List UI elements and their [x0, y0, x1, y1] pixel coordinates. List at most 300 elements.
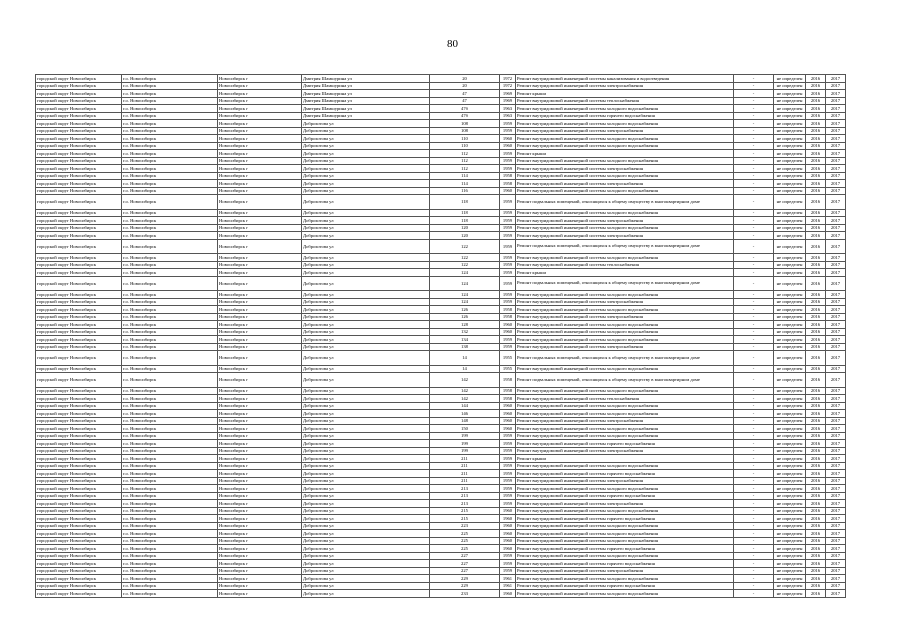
cell-municipality: г.о. Новосибирск [122, 567, 218, 575]
cell-placeholder-dash: - [734, 462, 774, 470]
cell-district: городской округ Новосибирск [36, 90, 122, 98]
cell-municipality: г.о. Новосибирск [122, 417, 218, 425]
cell-house-number: 233 [430, 590, 500, 598]
cell-street: Доброхотова ул [302, 187, 430, 195]
cell-end-year: 2017 [826, 224, 846, 232]
cell-district: городской округ Новосибирск [36, 82, 122, 90]
cell-year-built: 1959 [500, 485, 516, 493]
cell-work-type: Ремонт внутридомовой инженерной системы холодного водоснабжения [516, 387, 734, 395]
table-row [36, 306, 846, 314]
cell-end-year: 2017 [826, 254, 846, 262]
table-row [36, 582, 846, 590]
cell-cost: не определен [774, 343, 806, 351]
cell-municipality: г.о. Новосибирск [122, 560, 218, 568]
cell-house-number: 211 [430, 470, 500, 478]
cell-year-built: 1960 [500, 530, 516, 538]
cell-city: Новосибирск г [218, 477, 302, 485]
cell-work-type: Ремонт внутридомовой инженерной системы холодного водоснабжения [516, 365, 734, 373]
cell-year-built: 1958 [500, 395, 516, 403]
cell-house-number: 215 [430, 507, 500, 515]
cell-end-year: 2017 [826, 269, 846, 277]
cell-start-year: 2016 [806, 425, 826, 433]
cell-street: Доброхотова ул [302, 298, 430, 306]
cell-municipality: г.о. Новосибирск [122, 127, 218, 135]
cell-city: Новосибирск г [218, 254, 302, 262]
cell-year-built: 1969 [500, 90, 516, 98]
cell-placeholder-dash: - [734, 209, 774, 217]
cell-start-year: 2016 [806, 485, 826, 493]
cell-street: Доброхотова ул [302, 470, 430, 478]
cell-street: Доброхотова ул [302, 328, 430, 336]
cell-placeholder-dash: - [734, 455, 774, 463]
cell-year-built: 1958 [500, 306, 516, 314]
cell-placeholder-dash: - [734, 224, 774, 232]
cell-placeholder-dash: - [734, 500, 774, 508]
cell-cost: не определен [774, 157, 806, 165]
cell-district: городской округ Новосибирск [36, 582, 122, 590]
cell-street: Дмитрия Шамшурина ул [302, 97, 430, 105]
cell-city: Новосибирск г [218, 336, 302, 344]
cell-district: городской округ Новосибирск [36, 150, 122, 158]
cell-street: Доброхотова ул [302, 291, 430, 299]
cell-year-built: 1961 [500, 582, 516, 590]
cell-work-type: Ремонт внутридомовой инженерной системы горячего водоснабжения [516, 492, 734, 500]
cell-city: Новосибирск г [218, 537, 302, 545]
cell-cost: не определен [774, 306, 806, 314]
cell-street: Доброхотова ул [302, 455, 430, 463]
cell-cost: не определен [774, 195, 806, 210]
cell-house-number: 211 [430, 462, 500, 470]
cell-house-number: 124 [430, 269, 500, 277]
cell-end-year: 2017 [826, 365, 846, 373]
cell-end-year: 2017 [826, 343, 846, 351]
cell-city: Новосибирск г [218, 507, 302, 515]
cell-city: Новосибирск г [218, 195, 302, 210]
cell-house-number: 134 [430, 336, 500, 344]
cell-city: Новосибирск г [218, 142, 302, 150]
cell-start-year: 2016 [806, 254, 826, 262]
cell-work-type: Ремонт внутридомовой инженерной системы горячего водоснабжения [516, 515, 734, 523]
cell-house-number: 118 [430, 209, 500, 217]
cell-year-built: 1972 [500, 75, 516, 83]
cell-house-number: 144 [430, 402, 500, 410]
cell-municipality: г.о. Новосибирск [122, 306, 218, 314]
cell-end-year: 2017 [826, 507, 846, 515]
cell-district: городской округ Новосибирск [36, 470, 122, 478]
cell-city: Новосибирск г [218, 432, 302, 440]
cell-placeholder-dash: - [734, 530, 774, 538]
cell-municipality: г.о. Новосибирск [122, 97, 218, 105]
cell-work-type: Ремонт внутридомовой инженерной системы холодного водоснабжения [516, 425, 734, 433]
cell-street: Доброхотова ул [302, 239, 430, 254]
cell-cost: не определен [774, 492, 806, 500]
cell-year-built: 1959 [500, 455, 516, 463]
cell-district: городской округ Новосибирск [36, 135, 122, 143]
cell-city: Новосибирск г [218, 387, 302, 395]
capital-repair-register-table [35, 74, 846, 598]
cell-placeholder-dash: - [734, 447, 774, 455]
cell-placeholder-dash: - [734, 239, 774, 254]
cell-year-built: 1959 [500, 462, 516, 470]
cell-end-year: 2017 [826, 485, 846, 493]
cell-start-year: 2016 [806, 387, 826, 395]
cell-start-year: 2016 [806, 261, 826, 269]
cell-placeholder-dash: - [734, 142, 774, 150]
cell-municipality: г.о. Новосибирск [122, 387, 218, 395]
cell-end-year: 2017 [826, 336, 846, 344]
cell-end-year: 2017 [826, 545, 846, 553]
cell-end-year: 2017 [826, 575, 846, 583]
cell-year-built: 1959 [500, 232, 516, 240]
cell-cost: не определен [774, 291, 806, 299]
cell-cost: не определен [774, 500, 806, 508]
cell-city: Новосибирск г [218, 343, 302, 351]
table-row [36, 97, 846, 105]
cell-district: городской округ Новосибирск [36, 395, 122, 403]
table-row [36, 150, 846, 158]
cell-cost: не определен [774, 328, 806, 336]
cell-house-number: 142 [430, 373, 500, 388]
table-row [36, 269, 846, 277]
cell-district: городской округ Новосибирск [36, 343, 122, 351]
cell-municipality: г.о. Новосибирск [122, 440, 218, 448]
cell-district: городской округ Новосибирск [36, 157, 122, 165]
cell-house-number: 114 [430, 172, 500, 180]
table-row [36, 232, 846, 240]
cell-municipality: г.о. Новосибирск [122, 172, 218, 180]
cell-cost: не определен [774, 321, 806, 329]
cell-house-number: 47б [430, 105, 500, 113]
cell-cost: не определен [774, 239, 806, 254]
cell-placeholder-dash: - [734, 195, 774, 210]
cell-placeholder-dash: - [734, 432, 774, 440]
cell-placeholder-dash: - [734, 575, 774, 583]
cell-year-built: 1959 [500, 165, 516, 173]
cell-house-number: 120 [430, 224, 500, 232]
cell-district: городской округ Новосибирск [36, 410, 122, 418]
cell-placeholder-dash: - [734, 507, 774, 515]
table-row [36, 425, 846, 433]
cell-house-number: 124 [430, 291, 500, 299]
cell-work-type: Ремонт крыши [516, 455, 734, 463]
table-row [36, 387, 846, 395]
cell-city: Новосибирск г [218, 462, 302, 470]
cell-placeholder-dash: - [734, 373, 774, 388]
cell-start-year: 2016 [806, 291, 826, 299]
cell-year-built: 1959 [500, 552, 516, 560]
cell-city: Новосибирск г [218, 313, 302, 321]
cell-cost: не определен [774, 254, 806, 262]
cell-end-year: 2017 [826, 387, 846, 395]
cell-start-year: 2016 [806, 232, 826, 240]
cell-district: городской округ Новосибирск [36, 209, 122, 217]
cell-house-number: 122 [430, 261, 500, 269]
cell-municipality: г.о. Новосибирск [122, 187, 218, 195]
cell-placeholder-dash: - [734, 336, 774, 344]
cell-cost: не определен [774, 135, 806, 143]
cell-year-built: 1959 [500, 492, 516, 500]
cell-start-year: 2016 [806, 455, 826, 463]
cell-district: городской округ Новосибирск [36, 276, 122, 291]
cell-placeholder-dash: - [734, 82, 774, 90]
cell-start-year: 2016 [806, 217, 826, 225]
cell-placeholder-dash: - [734, 321, 774, 329]
cell-district: городской округ Новосибирск [36, 402, 122, 410]
cell-district: городской округ Новосибирск [36, 500, 122, 508]
cell-street: Доброхотова ул [302, 575, 430, 583]
table-row [36, 343, 846, 351]
cell-cost: не определен [774, 402, 806, 410]
cell-house-number: 47 [430, 97, 500, 105]
cell-end-year: 2017 [826, 447, 846, 455]
cell-house-number: 118 [430, 195, 500, 210]
cell-house-number: 122 [430, 239, 500, 254]
cell-year-built: 1959 [500, 209, 516, 217]
cell-work-type: Ремонт внутридомовой инженерной системы холодного водоснабжения [516, 157, 734, 165]
cell-placeholder-dash: - [734, 395, 774, 403]
cell-cost: не определен [774, 112, 806, 120]
table-row [36, 590, 846, 598]
cell-end-year: 2017 [826, 440, 846, 448]
cell-start-year: 2016 [806, 120, 826, 128]
cell-city: Новосибирск г [218, 351, 302, 366]
cell-start-year: 2016 [806, 298, 826, 306]
cell-cost: не определен [774, 552, 806, 560]
cell-start-year: 2016 [806, 373, 826, 388]
cell-house-number: 124 [430, 298, 500, 306]
cell-street: Доброхотова ул [302, 492, 430, 500]
cell-house-number: 14 [430, 365, 500, 373]
page-number: 80 [447, 38, 458, 50]
cell-start-year: 2016 [806, 157, 826, 165]
cell-placeholder-dash: - [734, 417, 774, 425]
cell-cost: не определен [774, 313, 806, 321]
cell-city: Новосибирск г [218, 440, 302, 448]
cell-district: городской округ Новосибирск [36, 485, 122, 493]
cell-work-type: Ремонт внутридомовой инженерной системы холодного водоснабжения [516, 590, 734, 598]
table-row [36, 112, 846, 120]
cell-house-number: 110 [430, 142, 500, 150]
cell-start-year: 2016 [806, 582, 826, 590]
cell-street: Доброхотова ул [302, 500, 430, 508]
cell-end-year: 2017 [826, 127, 846, 135]
cell-cost: не определен [774, 485, 806, 493]
table-row [36, 142, 846, 150]
cell-placeholder-dash: - [734, 306, 774, 314]
cell-year-built: 1960 [500, 590, 516, 598]
cell-house-number: 126 [430, 313, 500, 321]
cell-house-number: 142 [430, 395, 500, 403]
cell-year-built: 1959 [500, 217, 516, 225]
table-row [36, 560, 846, 568]
cell-street: Доброхотова ул [302, 515, 430, 523]
cell-house-number: 223 [430, 522, 500, 530]
cell-city: Новосибирск г [218, 112, 302, 120]
cell-cost: не определен [774, 447, 806, 455]
cell-house-number: 14 [430, 351, 500, 366]
cell-work-type: Ремонт внутридомовой инженерной системы холодного водоснабжения [516, 187, 734, 195]
cell-city: Новосибирск г [218, 522, 302, 530]
cell-district: городской округ Новосибирск [36, 112, 122, 120]
cell-district: городской округ Новосибирск [36, 142, 122, 150]
cell-work-type: Ремонт внутридомовой инженерной системы электроснабжения [516, 298, 734, 306]
cell-year-built: 1958 [500, 172, 516, 180]
cell-house-number: 20 [430, 75, 500, 83]
cell-house-number: 47б [430, 112, 500, 120]
table-row [36, 313, 846, 321]
cell-street: Доброхотова ул [302, 485, 430, 493]
cell-municipality: г.о. Новосибирск [122, 165, 218, 173]
cell-work-type: Ремонт внутридомовой инженерной системы электроснабжения [516, 500, 734, 508]
cell-street: Дмитрия Шамшурина ул [302, 112, 430, 120]
cell-district: городской округ Новосибирск [36, 560, 122, 568]
cell-street: Доброхотова ул [302, 306, 430, 314]
table-row [36, 172, 846, 180]
cell-street: Доброхотова ул [302, 165, 430, 173]
cell-municipality: г.о. Новосибирск [122, 455, 218, 463]
table-row [36, 492, 846, 500]
cell-city: Новосибирск г [218, 127, 302, 135]
cell-district: городской округ Новосибирск [36, 321, 122, 329]
cell-cost: не определен [774, 387, 806, 395]
cell-start-year: 2016 [806, 150, 826, 158]
cell-cost: не определен [774, 590, 806, 598]
cell-municipality: г.о. Новосибирск [122, 82, 218, 90]
cell-district: городской округ Новосибирск [36, 552, 122, 560]
cell-municipality: г.о. Новосибирск [122, 291, 218, 299]
cell-work-type: Ремонт внутридомовой инженерной системы холодного водоснабжения [516, 135, 734, 143]
cell-street: Доброхотова ул [302, 321, 430, 329]
cell-municipality: г.о. Новосибирск [122, 351, 218, 366]
cell-district: городской округ Новосибирск [36, 313, 122, 321]
cell-district: городской округ Новосибирск [36, 477, 122, 485]
table-row [36, 165, 846, 173]
cell-start-year: 2016 [806, 417, 826, 425]
cell-street: Доброхотова ул [302, 157, 430, 165]
cell-municipality: г.о. Новосибирск [122, 402, 218, 410]
cell-municipality: г.о. Новосибирск [122, 261, 218, 269]
cell-cost: не определен [774, 560, 806, 568]
cell-city: Новосибирск г [218, 276, 302, 291]
cell-end-year: 2017 [826, 276, 846, 291]
cell-placeholder-dash: - [734, 172, 774, 180]
cell-work-type: Ремонт внутридомовой инженерной системы электроснабжения [516, 477, 734, 485]
cell-year-built: 1960 [500, 537, 516, 545]
cell-end-year: 2017 [826, 75, 846, 83]
cell-end-year: 2017 [826, 560, 846, 568]
table-row [36, 195, 846, 210]
cell-end-year: 2017 [826, 239, 846, 254]
cell-year-built: 1959 [500, 195, 516, 210]
cell-end-year: 2017 [826, 515, 846, 523]
cell-end-year: 2017 [826, 82, 846, 90]
cell-municipality: г.о. Новосибирск [122, 492, 218, 500]
table-row [36, 477, 846, 485]
cell-work-type: Ремонт внутридомовой инженерной системы горячего водоснабжения [516, 440, 734, 448]
cell-end-year: 2017 [826, 112, 846, 120]
cell-year-built: 1958 [500, 387, 516, 395]
cell-year-built: 1959 [500, 440, 516, 448]
cell-district: городской округ Новосибирск [36, 492, 122, 500]
cell-city: Новосибирск г [218, 209, 302, 217]
cell-cost: не определен [774, 567, 806, 575]
cell-municipality: г.о. Новосибирск [122, 254, 218, 262]
cell-city: Новосибирск г [218, 306, 302, 314]
cell-city: Новосибирск г [218, 135, 302, 143]
cell-year-built: 1969 [500, 97, 516, 105]
table-row [36, 462, 846, 470]
cell-cost: не определен [774, 537, 806, 545]
cell-cost: не определен [774, 515, 806, 523]
cell-start-year: 2016 [806, 90, 826, 98]
cell-start-year: 2016 [806, 165, 826, 173]
cell-work-type: Ремонт внутридомовой инженерной системы холодного водоснабжения [516, 462, 734, 470]
cell-end-year: 2017 [826, 425, 846, 433]
cell-year-built: 1959 [500, 120, 516, 128]
cell-start-year: 2016 [806, 239, 826, 254]
cell-end-year: 2017 [826, 552, 846, 560]
cell-start-year: 2016 [806, 97, 826, 105]
cell-work-type: Ремонт внутридомовой инженерной системы холодного водоснабжения [516, 142, 734, 150]
cell-start-year: 2016 [806, 180, 826, 188]
cell-street: Доброхотова ул [302, 410, 430, 418]
cell-end-year: 2017 [826, 232, 846, 240]
cell-end-year: 2017 [826, 150, 846, 158]
cell-street: Доброхотова ул [302, 232, 430, 240]
table-row [36, 180, 846, 188]
cell-street: Доброхотова ул [302, 395, 430, 403]
cell-start-year: 2016 [806, 567, 826, 575]
cell-district: городской округ Новосибирск [36, 387, 122, 395]
cell-municipality: г.о. Новосибирск [122, 537, 218, 545]
cell-start-year: 2016 [806, 127, 826, 135]
cell-street: Доброхотова ул [302, 209, 430, 217]
cell-municipality: г.о. Новосибирск [122, 500, 218, 508]
cell-city: Новосибирск г [218, 485, 302, 493]
cell-work-type: Ремонт подвальных помещений, относящихся к общему имуществу в многоквартирном доме [516, 195, 734, 210]
cell-placeholder-dash: - [734, 97, 774, 105]
table-row [36, 82, 846, 90]
cell-end-year: 2017 [826, 120, 846, 128]
cell-end-year: 2017 [826, 417, 846, 425]
cell-city: Новосибирск г [218, 417, 302, 425]
cell-work-type: Ремонт внутридомовой инженерной системы холодного водоснабжения [516, 172, 734, 180]
table-row [36, 575, 846, 583]
cell-municipality: г.о. Новосибирск [122, 105, 218, 113]
cell-work-type: Ремонт подвальных помещений, относящихся к общему имуществу в многоквартирном доме [516, 276, 734, 291]
cell-district: городской округ Новосибирск [36, 447, 122, 455]
cell-district: городской округ Новосибирск [36, 187, 122, 195]
cell-street: Дмитрия Шамшурина ул [302, 75, 430, 83]
cell-street: Доброхотова ул [302, 195, 430, 210]
table-row [36, 276, 846, 291]
cell-municipality: г.о. Новосибирск [122, 425, 218, 433]
cell-work-type: Ремонт внутридомовой инженерной системы электроснабжения [516, 417, 734, 425]
cell-street: Доброхотова ул [302, 477, 430, 485]
cell-end-year: 2017 [826, 373, 846, 388]
cell-city: Новосибирск г [218, 82, 302, 90]
cell-district: городской округ Новосибирск [36, 545, 122, 553]
cell-house-number: 108 [430, 120, 500, 128]
cell-cost: не определен [774, 395, 806, 403]
cell-end-year: 2017 [826, 582, 846, 590]
cell-start-year: 2016 [806, 195, 826, 210]
cell-city: Новосибирск г [218, 150, 302, 158]
cell-street: Доброхотова ул [302, 417, 430, 425]
cell-start-year: 2016 [806, 276, 826, 291]
cell-end-year: 2017 [826, 537, 846, 545]
table-row [36, 530, 846, 538]
